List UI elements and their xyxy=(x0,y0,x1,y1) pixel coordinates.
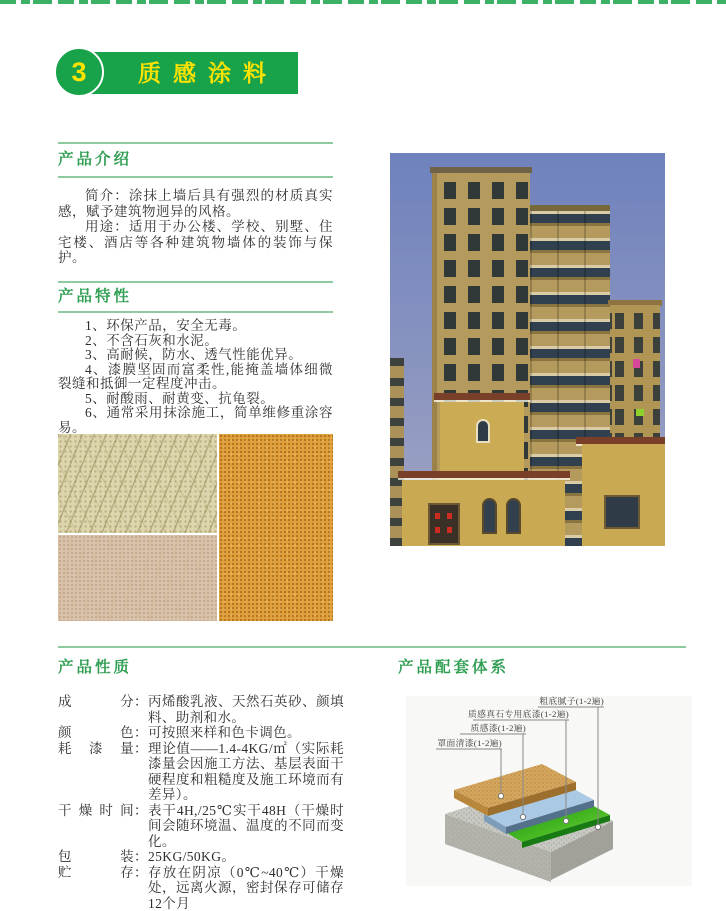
balcony-laundry xyxy=(633,359,640,368)
diagram-label-texture: 质感漆(1-2遍) xyxy=(471,722,526,733)
intro-paragraph: 简介：涂抹上墙后具有强烈的材质真实感，赋予建筑物迥异的风格。 xyxy=(58,188,333,219)
property-value: 丙烯酸乳液、天然石英砂、颜填料、助剂和水。 xyxy=(148,694,344,725)
section-title: 质感涂料 xyxy=(80,52,298,94)
house-roof-eave xyxy=(398,471,570,478)
property-row: 干燥时间 ： 表干4H,/25℃实干48H（干燥时间会随环境温、温度的不同而变化。 xyxy=(58,803,344,850)
property-value: 25KG/50KG。 xyxy=(148,849,344,865)
texture-swatch-orange xyxy=(219,434,333,621)
texture-swatch-beige xyxy=(58,434,217,533)
house-roof-eave xyxy=(434,393,530,400)
arched-window xyxy=(476,419,490,443)
texture-swatch-pink xyxy=(58,535,217,621)
section-number: 3 xyxy=(71,57,86,88)
arched-window xyxy=(482,498,497,534)
property-label: 成分 xyxy=(58,694,134,725)
diagram-label-putty: 粗底腻子(1-2遍) xyxy=(539,695,604,706)
section-title-bar xyxy=(80,52,298,94)
arched-window xyxy=(506,498,521,534)
diagram-label-primer: 质感真石专用底漆(1-2遍) xyxy=(468,708,569,719)
system-heading: 产品配套体系 xyxy=(398,658,509,678)
rule-line xyxy=(58,281,333,283)
dark-window xyxy=(604,495,640,529)
property-label: 颜色 xyxy=(58,725,134,741)
properties-heading: 产品性质 xyxy=(58,658,132,678)
property-label: 干燥时间 xyxy=(58,803,134,850)
property-label: 包装 xyxy=(58,849,134,865)
coating-system-diagram xyxy=(398,686,698,890)
shuttered-window xyxy=(428,503,460,545)
features-heading: 产品特性 xyxy=(58,287,333,307)
intro-heading: 产品介绍 xyxy=(58,150,333,170)
intro-paragraph: 用途：适用于办公楼、学校、别墅、住宅楼、酒店等各种建筑物墙体的装饰与保护。 xyxy=(58,219,333,266)
top-border-strip xyxy=(0,0,726,4)
diagram-label-clearcoat: 罩面清漆(1-2遍) xyxy=(437,737,502,748)
property-value: 理论值——1.4-4KG/㎡（实际耗漆量会因施工方法、基层表面干硬程度和粗糙度及施工环境而有差异）。 xyxy=(148,741,344,803)
rule-line xyxy=(58,176,333,178)
feature-item: 3、高耐候，防水、透气性能优异。 xyxy=(58,348,333,363)
feature-item: 2、不含石灰和水泥。 xyxy=(58,334,333,349)
section-number-badge xyxy=(54,47,104,97)
building-photo xyxy=(390,153,665,546)
feature-item: 6、通常采用抹涂施工，简单维修重涂容易。 xyxy=(58,406,333,435)
feature-item: 4、漆膜坚固而富柔性,能掩盖墙体细微裂缝和抵御一定程度冲击。 xyxy=(58,363,333,392)
property-value: 表干4H,/25℃实干48H（干燥时间会随环境温、温度的不同而变化。 xyxy=(148,803,344,850)
rule-line xyxy=(58,311,333,313)
property-row: 成分 ： 丙烯酸乳液、天然石英砂、颜填料、助剂和水。 xyxy=(58,694,344,725)
property-value: 存放在阴凉（0℃~40℃）干燥处，远离火源，密封保存可储存12个月 xyxy=(148,865,344,911)
property-value: 可按照来样和色卡调色。 xyxy=(148,725,344,741)
house-roof-eave xyxy=(576,437,665,444)
balcony-laundry xyxy=(636,409,644,416)
properties-list xyxy=(58,694,344,911)
feature-item: 1、环保产品，安全无毒。 xyxy=(58,319,333,334)
property-row: 颜色 ： 可按照来样和色卡调色。 xyxy=(58,725,344,741)
property-label: 贮存 xyxy=(58,865,134,911)
property-row: 贮存 ： 存放在阴凉（0℃~40℃）干燥处，远离火源，密封保存可储存12个月 xyxy=(58,865,344,911)
property-row: 包装 ： 25KG/50KG。 xyxy=(58,849,344,865)
rule-line xyxy=(58,646,686,648)
section-intro xyxy=(58,142,333,266)
rule-line xyxy=(58,142,333,144)
property-row: 耗漆量 ： 理论值——1.4-4KG/㎡（实际耗漆量会因施工方法、基层表面干硬程度和粗糙度及施工环境而有差异）。 xyxy=(58,741,344,803)
feature-item: 5、耐酸雨、耐黄变、抗龟裂。 xyxy=(58,392,333,407)
property-label: 耗漆量 xyxy=(58,741,134,803)
section-features xyxy=(58,281,333,435)
texture-swatches xyxy=(58,434,333,621)
